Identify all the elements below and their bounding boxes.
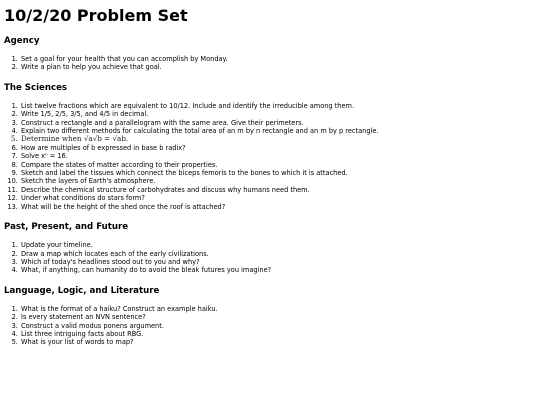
list-item: 4. What, if anything, can humanity do to avoid the bleak futures you imagine? bbox=[20, 266, 536, 274]
page-title: 10/2/20 Problem Set bbox=[4, 6, 188, 25]
list-item: 8. Compare the states of matter according to their properties. bbox=[20, 161, 536, 169]
section-heading-sciences: The Sciences bbox=[4, 82, 68, 93]
list-item: 1. What is the format of a haiku? Construct an example haiku. bbox=[20, 305, 536, 313]
list-item: 10. Sketch the layers of Earth's atmosphere. bbox=[20, 177, 536, 185]
list-item: 5. What is your list of words to map? bbox=[20, 338, 536, 346]
list-item: 4. List three intriguing facts about RBG. bbox=[20, 330, 536, 338]
language-logic-literature-list bbox=[4, 305, 536, 347]
list-item: 3. Construct a valid modus ponens argument. bbox=[20, 322, 536, 330]
section-heading-language-logic-literature: Language, Logic, and Literature bbox=[4, 285, 160, 296]
past-present-future-list bbox=[4, 241, 536, 275]
list-item: 1. Update your timeline. bbox=[20, 241, 536, 249]
list-item: 9. Sketch and label the tissues which connect the biceps femoris to the bones to which it is attached. bbox=[20, 169, 536, 177]
list-item: 2. Draw a map which locates each of the early civilizations. bbox=[20, 250, 536, 258]
list-item: 1. Set a goal for your health that you can accomplish by Monday. bbox=[20, 55, 536, 63]
list-item: 2. Write a plan to help you achieve that goal. bbox=[20, 63, 536, 71]
list-item: 3. Which of today's headlines stood out to you and why? bbox=[20, 258, 536, 266]
list-item-math: 5. Determine when √a√b = √ab. bbox=[20, 135, 536, 143]
list-item: 7. Solve xⁿ = 16. bbox=[20, 152, 536, 160]
section-heading-past-present-future: Past, Present, and Future bbox=[4, 222, 129, 233]
list-item: 4. Explain two different methods for calculating the total area of an m by n rectangle and an m by p rectangle. bbox=[20, 127, 536, 135]
list-item: 12. Under what conditions do stars form? bbox=[20, 194, 536, 202]
list-item: 2. Is every statement an NVN sentence? bbox=[20, 313, 536, 321]
list-item: 2. Write 1/5, 2/5, 3/5, and 4/5 in decimal. bbox=[20, 110, 536, 118]
list-item: 6. How are multiples of b expressed in base b radix? bbox=[20, 144, 536, 152]
list-item: 11. Describe the chemical structure of carbohydrates and discuss why humans need them. bbox=[20, 186, 536, 194]
section-heading-agency: Agency bbox=[4, 36, 40, 46]
sciences-list bbox=[4, 102, 536, 211]
list-item: 1. List twelve fractions which are equivalent to 10/12. Include and identify the irreducible among them. bbox=[20, 102, 536, 110]
list-item: 13. What will be the height of the shed once the roof is attached? bbox=[20, 203, 536, 211]
agency-list bbox=[4, 55, 536, 72]
list-item: 3. Construct a rectangle and a parallelogram with the same area. Give their perimeters. bbox=[20, 119, 536, 127]
